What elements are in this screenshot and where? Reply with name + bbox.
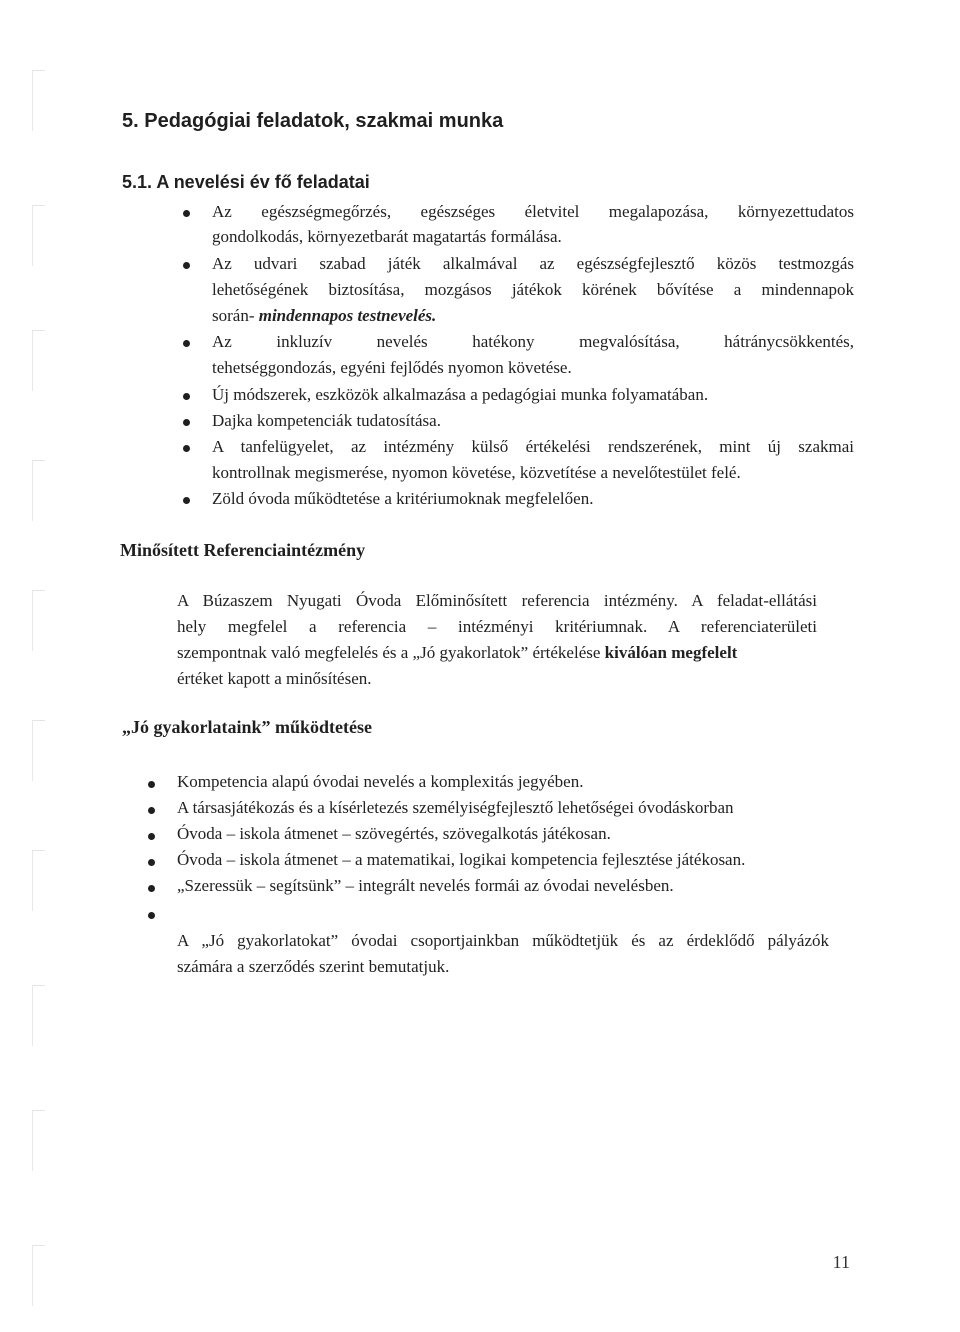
task-item-2-line-2: lehetőségének biztosítása, mozgásos játékok körének bővítése a mindennapok: [212, 280, 854, 299]
page-number: 11: [832, 1252, 850, 1272]
subsection-heading: 5.1. A nevelési év fő feladatai: [122, 172, 370, 192]
bullet-dot: [183, 210, 190, 217]
task-item-6-line-1: A tanfelügyelet, az intézmény külső értékelési rendszerének, mint új szakmai: [212, 437, 854, 456]
bullet-dot: [148, 885, 155, 892]
task-item-7: Zöld óvoda működtetése a kritériumoknak megfelelően.: [212, 489, 594, 508]
task-item-6-line-2: kontrollnak megismerése, nyomon követése, közvetítése a nevelőtestület felé.: [212, 463, 741, 482]
scan-mark: [32, 1245, 45, 1306]
section-heading: 5. Pedagógiai feladatok, szakmai munka: [122, 110, 504, 132]
bullet-dot: [148, 833, 155, 840]
referencia-line-3: [177, 640, 737, 665]
scan-mark: [32, 330, 45, 391]
referencia-line-4: értéket kapott a minősítésen.: [177, 669, 372, 688]
bullet-dot: [183, 419, 190, 426]
jo-gyakorlat-item-5: „Szeressük – segítsünk” – integrált nevelés formái az óvodai nevelésben.: [177, 876, 674, 895]
scan-mark: [32, 850, 45, 911]
task-item-1-line-1: Az egészségmegőrzés, egészséges életvitel megalapozása, környezettudatos: [212, 202, 854, 221]
task-item-3-line-2: tehetséggondozás, egyéni fejlődés nyomon követése.: [212, 358, 572, 377]
jo-gyakorlat-item-4: Óvoda – iskola átmenet – a matematikai, logikai kompetencia fejlesztése játékosan.: [177, 850, 746, 869]
bullet-dot: [183, 393, 190, 400]
closing-line-1: A „Jó gyakorlatokat” óvodai csoportjainkban működtetjük és az érdeklődő pályázók: [177, 931, 829, 950]
task-item-2-text: során-: [212, 306, 259, 325]
scan-mark: [32, 460, 45, 521]
scan-mark: [32, 1110, 45, 1171]
bullet-dot: [183, 262, 190, 269]
bullet-dot: [148, 807, 155, 814]
task-item-2-line-3: [212, 303, 436, 328]
closing-line-2: számára a szerződés szerint bemutatjuk.: [177, 957, 450, 976]
task-item-1-line-2: gondolkodás, környezetbarát magatartás formálása.: [212, 227, 562, 246]
scan-mark: [32, 70, 45, 131]
referencia-result: kiválóan megfelelt: [604, 643, 738, 662]
scan-margin-marks: [14, 0, 38, 1332]
scan-mark: [32, 205, 45, 266]
scan-mark: [32, 985, 45, 1046]
jo-gyakorlat-item-2: A társasjátékozás és a kísérletezés személyiségfejlesztő lehetőségei óvodáskorban: [177, 798, 734, 817]
bullet-dot: [148, 781, 155, 788]
task-item-2-line-1: Az udvari szabad játék alkalmával az egészségfejlesztő közös testmozgás: [212, 254, 854, 273]
bullet-dot: [183, 497, 190, 504]
scan-mark: [32, 590, 45, 651]
task-item-3-line-1: Az inkluzív nevelés hatékony megvalósítása, hátránycsökkentés,: [212, 332, 854, 351]
referencia-text: szempontnak való megfelelés és a „Jó gyakorlatok” értékelése: [177, 643, 605, 662]
task-item-2-emphasis: mindennapos testnevelés.: [258, 306, 437, 325]
task-item-4: Új módszerek, eszközök alkalmazása a pedagógiai munka folyamatában.: [212, 385, 709, 404]
bullet-dot: [148, 859, 155, 866]
referencia-line-1: A Búzaszem Nyugati Óvoda Előminősített referencia intézmény. A feladat-ellátási: [177, 591, 817, 610]
bullet-dot: [183, 340, 190, 347]
jo-gyakorlat-item-1: Kompetencia alapú óvodai nevelés a komplexitás jegyében.: [177, 772, 584, 791]
jo-gyakorlat-item-3: Óvoda – iskola átmenet – szövegértés, szövegalkotás játékosan.: [177, 824, 611, 843]
referencia-line-2: hely megfelel a referencia – intézményi kritériumnak. A referenciaterületi: [177, 617, 817, 636]
scan-mark: [32, 720, 45, 781]
jo-gyakorlatok-heading: „Jó gyakorlataink” működtetése: [122, 717, 373, 737]
bullet-dot: [183, 445, 190, 452]
task-item-5: Dajka kompetenciák tudatosítása.: [212, 411, 441, 430]
bullet-dot: [148, 912, 155, 919]
referencia-heading: Minősített Referenciaintézmény: [120, 540, 366, 560]
